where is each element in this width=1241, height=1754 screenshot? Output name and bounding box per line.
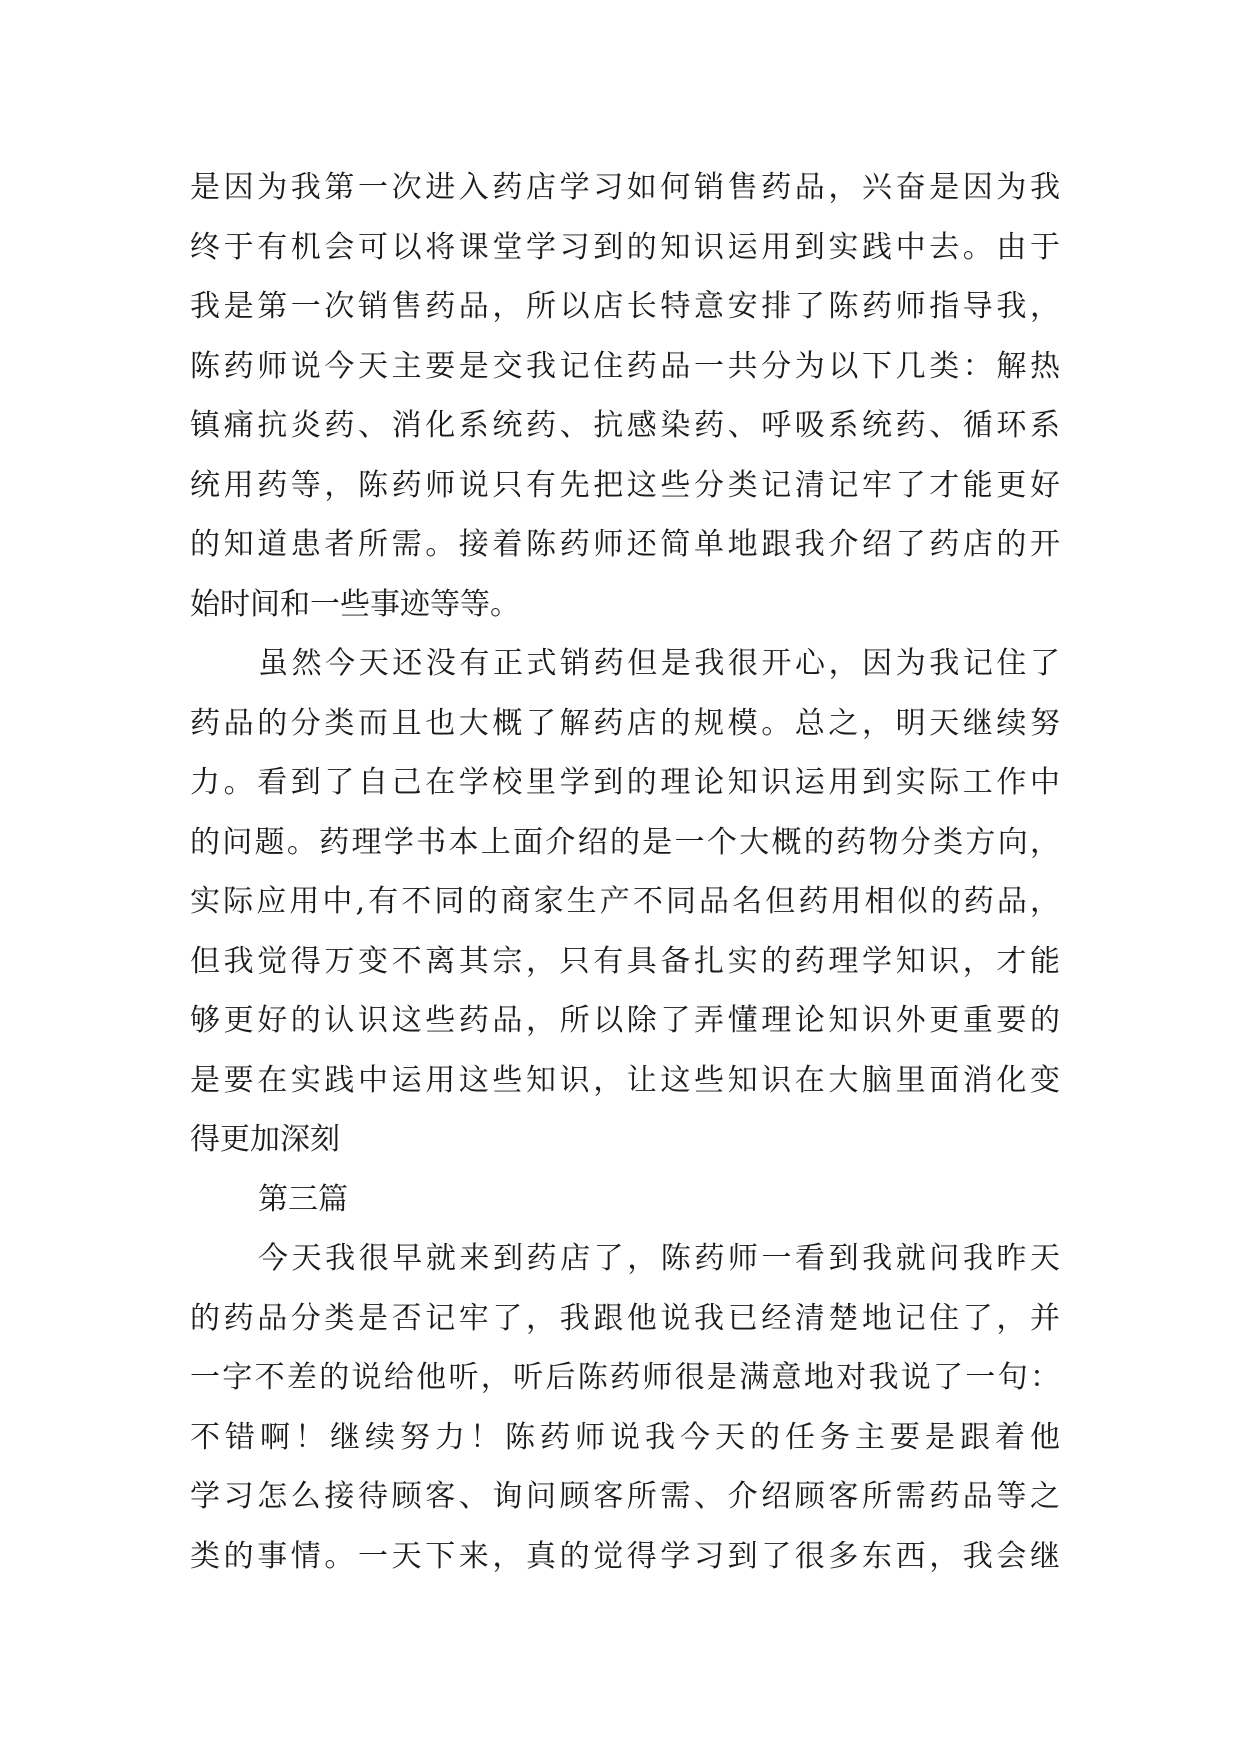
text-line: 实际应用中,有不同的商家生产不同品名但药用相似的药品，: [190, 884, 1060, 919]
paragraph-start-line: 今天我很早就来到药店了，陈药师一看到我就问我昨天: [258, 1241, 1060, 1276]
text-line: 的问题。药理学书本上面介绍的是一个大概的药物分类方向，: [190, 824, 1060, 860]
document-body: [190, 158, 1060, 1586]
text-line: 陈药师说今天主要是交我记住药品一共分为以下几类：解热: [190, 348, 1060, 384]
text-line: 药品的分类而且也大概了解药店的规模。总之，明天继续努: [190, 705, 1060, 741]
text-line: 我是第一次销售药品，所以店长特意安排了陈药师指导我，: [190, 289, 1060, 324]
paragraph-end-line: 得更加深刻: [190, 1122, 340, 1157]
text-line: 的知道患者所需。接着陈药师还简单地跟我介绍了药店的开: [190, 527, 1060, 562]
text-line: 学习怎么接待顾客、询问顾客所需、介绍顾客所需药品等之: [190, 1479, 1060, 1514]
text-line: 终于有机会可以将课堂学习到的知识运用到实践中去。由于: [190, 229, 1060, 265]
text-line: 够更好的认识这些药品，所以除了弄懂理论知识外更重要的: [190, 1003, 1060, 1038]
paragraph-start-line: 虽然今天还没有正式销药但是我很开心，因为我记住了: [258, 646, 1060, 681]
text-line: 是因为我第一次进入药店学习如何销售药品，兴奋是因为我: [190, 170, 1060, 205]
text-line: 一字不差的说给他听，听后陈药师很是满意地对我说了一句：: [190, 1360, 1060, 1395]
text-line: 镇痛抗炎药、消化系统药、抗感染药、呼吸系统药、循环系: [190, 408, 1060, 443]
section-heading: 第三篇: [258, 1181, 348, 1217]
text-line: 类的事情。一天下来，真的觉得学习到了很多东西，我会继: [190, 1538, 1060, 1574]
text-line: 的药品分类是否记牢了，我跟他说我已经清楚地记住了，并: [190, 1300, 1060, 1336]
text-line: 不错啊！继续努力！陈药师说我今天的任务主要是跟着他: [190, 1419, 1060, 1455]
text-line: 力。看到了自己在学校里学到的理论知识运用到实际工作中: [190, 765, 1060, 800]
text-line: 是要在实践中运用这些知识，让这些知识在大脑里面消化变: [190, 1062, 1060, 1098]
paragraph-end-line: 始时间和一些事迹等等。: [190, 586, 520, 622]
text-line: 但我觉得万变不离其宗，只有具备扎实的药理学知识，才能: [190, 943, 1060, 979]
text-line: 统用药等，陈药师说只有先把这些分类记清记牢了才能更好: [190, 467, 1060, 503]
